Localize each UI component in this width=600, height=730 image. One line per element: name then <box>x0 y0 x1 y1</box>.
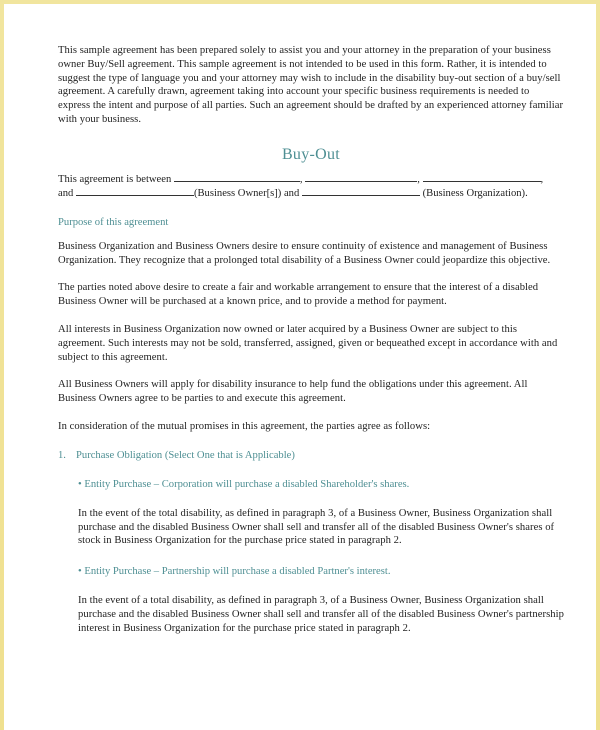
paragraph: All Business Owners will apply for disability insurance to help fund the obligations under this agreement. All Business Owners agree to be parties to and execute this agreement. <box>58 379 528 405</box>
party-blank-1[interactable] <box>174 171 300 182</box>
section-number: 1. <box>58 449 66 461</box>
document-page <box>4 4 596 730</box>
and-word: and <box>58 187 74 199</box>
paragraph: All interests in Business Organization now owned or later acquired by a Business Owner are subject to this agreement. Such interests may not be sold, transferred, assigned, given or bequeathed except in accordance with and subject to this agreement. <box>58 323 558 363</box>
parties-line-1 <box>58 171 564 185</box>
paragraph: Business Organization and Business Owners desire to ensure continuity of existence and management of Business Organization. They recognize that a prolonged total disability of a Business Owner could jeopardize this objective. <box>58 240 551 266</box>
intro-paragraph: This sample agreement has been prepared solely to assist you and your attorney in the preparation of your business owner Buy/Sell agreement. This sample agreement is not intended to be used in this form. Rather, it is intended to suggest the type of language you and your attorney may wish to include in the disability buy-out section of a buy/sell agreement. A carefully drawn, agreement taking into account your specific business requirements is needed to express the intent and purpose of all parties. Such an agreement should be drafted by an experienced attorney familiar with your business. <box>58 45 564 125</box>
document-title: Buy-Out <box>281 145 341 163</box>
paragraph: In consideration of the mutual promises in this agreement, the parties agree as follows: <box>58 420 431 432</box>
paragraph: The parties noted above desire to create a fair and workable arrangement to ensure that the interest of a disabled Business Owner will be purchased at a known price, and to provide a method for payment. <box>58 282 539 308</box>
party-blank-4[interactable] <box>76 185 194 196</box>
comma: , <box>540 173 544 185</box>
organization-label: (Business Organization). <box>422 187 528 199</box>
parties-line-2 <box>58 185 564 199</box>
section-label: Purchase Obligation (Select One that is Applicable) <box>76 449 295 461</box>
option-a-heading: • Entity Purchase – Corporation will purchase a disabled Shareholder's shares. <box>78 478 410 490</box>
owners-label: (Business Owner[s]) and <box>193 187 300 199</box>
party-blank-5[interactable] <box>302 185 420 196</box>
comma: , <box>299 173 303 185</box>
between-lead: This agreement is between <box>58 173 172 185</box>
party-blank-2[interactable] <box>305 171 417 182</box>
option-a-text: In the event of the total disability, as defined in paragraph 3, of a Business Owner, Business Organization shall purchase and the disabled Business Owner shall sell and transfer all of the disabled Business Owner's shares of stock in Business Organization for the purchase price stated in paragraph 2. <box>78 507 555 547</box>
document-body <box>58 44 564 654</box>
option-b-text: In the event of a total disability, as defined in paragraph 3, of a Business Owner, Business Organization shall purchase and the disabled Business Owner shall sell and transfer all of the disabled Business Owner's partnership interest in Business Organization for the purchase price stated in paragraph 2. <box>78 595 564 634</box>
party-blank-3[interactable] <box>423 171 541 182</box>
purpose-heading: Purpose of this agreement <box>58 216 169 228</box>
option-b-heading: • Entity Purchase – Partnership will purchase a disabled Partner's interest. <box>78 566 391 578</box>
section-1-heading <box>58 450 564 461</box>
comma: , <box>417 173 420 185</box>
